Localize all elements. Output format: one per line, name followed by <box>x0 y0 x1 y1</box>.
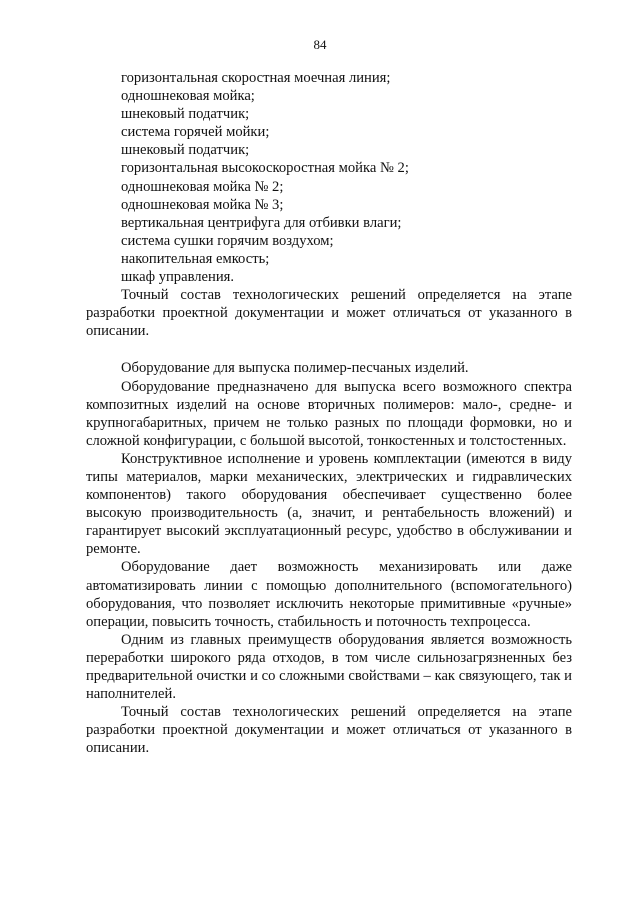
list-item: система сушки горячим воздухом; <box>121 232 334 249</box>
list-item: накопительная емкость; <box>121 250 270 267</box>
document-body <box>86 69 572 757</box>
list-item: горизонтальная высокоскоростная мойка № 2; <box>121 160 409 177</box>
paragraph: Оборудование предназначено для выпуска всего возможного спектра композитных изделий на основе вторичных полимеров: мало-, средне- и крупногабаритных, причем не только разных по площади формовки, но и сложной конфигурации, с большой высотой, тонкостенных и толстостенных. <box>86 378 572 449</box>
paragraph: Точный состав технологических решений определяется на этапе разработки проектной документации и может отличаться от указанного в описании. <box>86 704 572 757</box>
equipment-list <box>86 69 572 286</box>
section-heading: Оборудование для выпуска полимер-песчаных изделий. <box>121 360 469 377</box>
paragraph: Оборудование дает возможность механизировать или даже автоматизировать линии с помощью дополнительного (вспомогательного) оборудования, что позволяет исключить некоторые примитивные «ручные» операции, повысить точность, стабильность и поточность техпроцесса. <box>86 559 572 630</box>
list-item: одношнековая мойка № 3; <box>121 196 284 213</box>
list-item: одношнековая мойка; <box>121 88 255 105</box>
paragraph-composition-note: Точный состав технологических решений определяется на этапе разработки проектной документации и может отличаться от указанного в описании. <box>86 287 572 340</box>
paragraph: Конструктивное исполнение и уровень комплектации (имеются в виду типы материалов, марки механических, электрических и гидравлических компонентов) такого оборудования обеспечивает существенно более высокую производительность (а, значит, и рентабельность вложений) и гарантирует высокий эксплуатационный ресурс, удобство в обслуживании и ремонте. <box>86 450 572 558</box>
paragraph: Одним из главных преимуществ оборудования является возможность переработки широкого ряда отходов, в том числе сильнозагрязненных без предварительной очистки и со сложными свойствами – как связующего, так и наполнителей. <box>86 631 572 703</box>
list-item: шнековый податчик; <box>121 142 250 159</box>
list-item: система горячей мойки; <box>121 124 270 141</box>
list-item: шкаф управления. <box>121 269 235 286</box>
section-gap <box>86 340 572 359</box>
list-item: шнековый податчик; <box>121 106 250 123</box>
list-item: одношнековая мойка № 2; <box>121 178 284 195</box>
list-item: горизонтальная скоростная моечная линия; <box>121 70 391 86</box>
list-item: вертикальная центрифуга для отбивки влаги; <box>121 214 402 231</box>
page-number: 84 <box>313 37 327 52</box>
